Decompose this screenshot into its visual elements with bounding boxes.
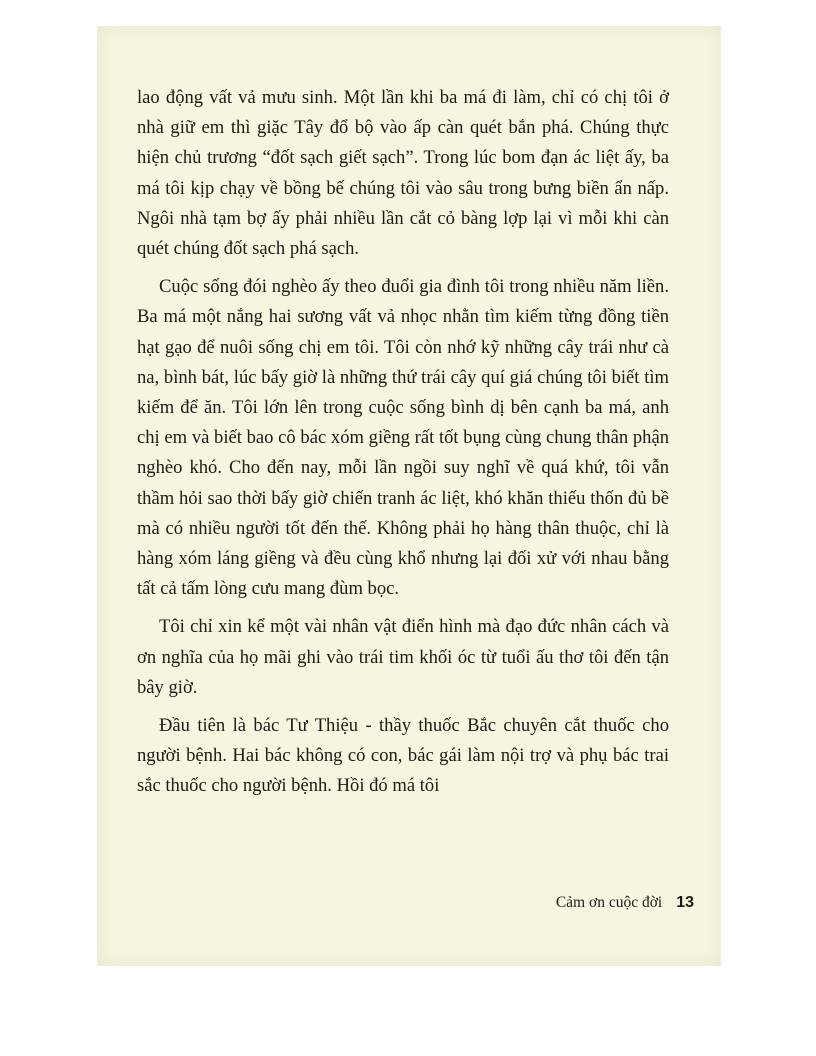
book-page: [97, 26, 721, 966]
page-number: 13: [676, 894, 694, 911]
paragraph-4: Đầu tiên là bác Tư Thiệu - thầy thuốc Bắc chuyên cắt thuốc cho người bệnh. Hai bác không có con, bác gái làm nội trợ và phụ bác trai sắc thuốc cho người bệnh. Hồi đó má tôi: [137, 715, 669, 797]
page-footer: [556, 894, 694, 912]
body-text: [137, 83, 669, 810]
paragraph-3: Tôi chỉ xin kể một vài nhân vật điển hình mà đạo đức nhân cách và ơn nghĩa của họ mãi ghi vào trái tim khối óc từ tuổi ấu thơ tôi đến tận bây giờ.: [137, 616, 669, 698]
paragraph-2: Cuộc sống đói nghèo ấy theo đuổi gia đình tôi trong nhiều năm liền. Ba má một nắng hai sương vất vả nhọc nhằn tìm kiếm từng đồng tiền hạt gạo để nuôi sống chị em tôi. Tôi còn nhớ kỹ những cây trái như cà na, bình bát, lúc bấy giờ là những thứ trái cây quí giá chúng tôi biết tìm kiếm để ăn. Tôi lớn lên trong cuộc sống bình dị bên cạnh ba má, anh chị em và biết bao cô bác xóm giềng rất tốt bụng cùng chung thân phận nghèo khó. Cho đến nay, mỗi lần ngồi suy nghĩ về quá khứ, tôi vẫn thầm hỏi sao thời bấy giờ chiến tranh ác liệt, khó khăn thiếu thốn đủ bề mà có nhiều người tốt đến thế. Không phải họ hàng thân thuộc, chỉ là hàng xóm láng giềng và đều cùng khổ nhưng lại đối xử với nhau bằng tất cả tấm lòng cưu mang đùm bọc.: [137, 276, 669, 600]
paragraph-1: lao động vất vả mưu sinh. Một lần khi ba má đi làm, chỉ có chị tôi ở nhà giữ em thì giặc Tây đổ bộ vào ấp càn quét bắn phá. Chúng thực hiện chủ trương “đốt sạch giết sạch”. Trong lúc bom đạn ác liệt ấy, ba má tôi kịp chạy về bồng bế chúng tôi vào sâu trong bưng biền ẩn nấp. Ngôi nhà tạm bợ ấy phải nhiều lần cắt cỏ bàng lợp lại vì mỗi khi càn quét chúng đốt sạch phá sạch.: [137, 87, 669, 260]
running-title: Cảm ơn cuộc đời: [555, 894, 663, 911]
